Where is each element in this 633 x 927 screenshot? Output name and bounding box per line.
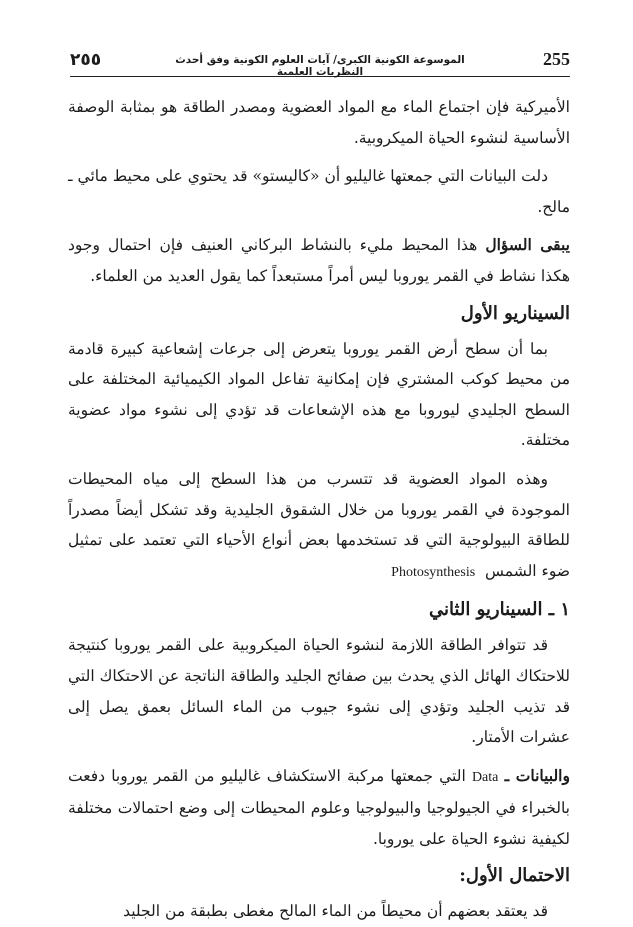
- paragraph-8: قد يعتقد بعضهم أن محيطاً من الماء المالح مغطى بطبقة من الجليد: [123, 902, 548, 921]
- paragraph-7-lead: والبيانات ـ: [504, 765, 570, 785]
- paragraph-6: قد تتوافر الطاقة اللازمة لنشوء الحياة الميكروبية على القمر يوروبا كنتيجة للاحتكاك الهائل الذي يحدث بين صفائح الجليد والطاقة الناتجة عن الاحتكاك التي قد تذيب الجليد وتؤدي إلى نشوء جيوب من الماء السائل بعمق يصل إلى عشرات الأمتار.: [68, 636, 570, 747]
- heading-scenario-two: ١ ـ السيناريو الثاني: [428, 599, 570, 621]
- paragraph-1: الأميركية فإن اجتماع الماء مع المواد العضوية ومصدر الطاقة هو بمثابة الوصفة الأساسية لنشوء الحياة الميكروبية.: [68, 98, 570, 147]
- paragraph-5-text: وهذه المواد العضوية قد تتسرب من هذا السطح إلى مياه المحيطات الموجودة في القمر يوروبا من خلال الشقوق الجليدية وقد تشكل أيضاً مصدراً للطاقة البيولوجية التي قد تستخدمها بعض أنواع الأحياء التي تعتمد على تمثيل ضوء الشمس: [68, 469, 570, 580]
- page-body: [68, 92, 570, 927]
- running-title: الموسوعة الكونية الكبرى/ آيات العلوم الكونية وفق أحدث النظريات العلمية: [175, 54, 465, 78]
- paragraph-7-text: التي جمعتها مركبة الاستكشاف غاليليو من القمر يوروبا دفعت بالخبراء في الجيولوجيا والبيولوجيا وعلوم المحيطات إلى وضع احتمالات مختلفة لكيفية نشوء الحياة على يوروبا.: [68, 766, 570, 848]
- photosynthesis-term: Photosynthesis: [391, 564, 476, 580]
- heading-first-possibility: الاحتمال الأول:: [459, 865, 570, 887]
- paragraph-5: [68, 464, 570, 588]
- paragraph-3-text: هذا المحيط مليء بالنشاط البركاني العنيف فإن احتمال وجود هكذا نشاط في القمر يوروبا ليس أمراً مستبعداً كما يقول العديد من العلماء.: [68, 236, 570, 285]
- data-term: Data: [471, 769, 499, 785]
- heading-scenario-one: السيناريو الأول: [460, 302, 570, 324]
- paragraph-3-lead: يبقى السؤال: [485, 235, 570, 255]
- page-number-latin: 255: [543, 49, 570, 69]
- paragraph-2: دلت البيانات التي جمعتها غاليليو أن «كاليستو» قد يحتوي على محيط مائي ـ مالح.: [68, 167, 570, 216]
- paragraph-7: [68, 761, 570, 855]
- running-header: [70, 46, 570, 77]
- page-number-arabic: ٢٥٥: [70, 50, 102, 70]
- paragraph-3: [68, 230, 570, 291]
- paragraph-4: بما أن سطح أرض القمر يوروبا يتعرض إلى جرعات إشعاعية كبيرة قادمة من محيط كوكب المشتري فإن إمكانية تفاعل المواد الكيميائية المختلفة على السطح الجليدي ليوروبا مع هذه الإشعاعات قد تؤدي إلى نشوء مواد عضوية مختلفة.: [68, 339, 570, 450]
